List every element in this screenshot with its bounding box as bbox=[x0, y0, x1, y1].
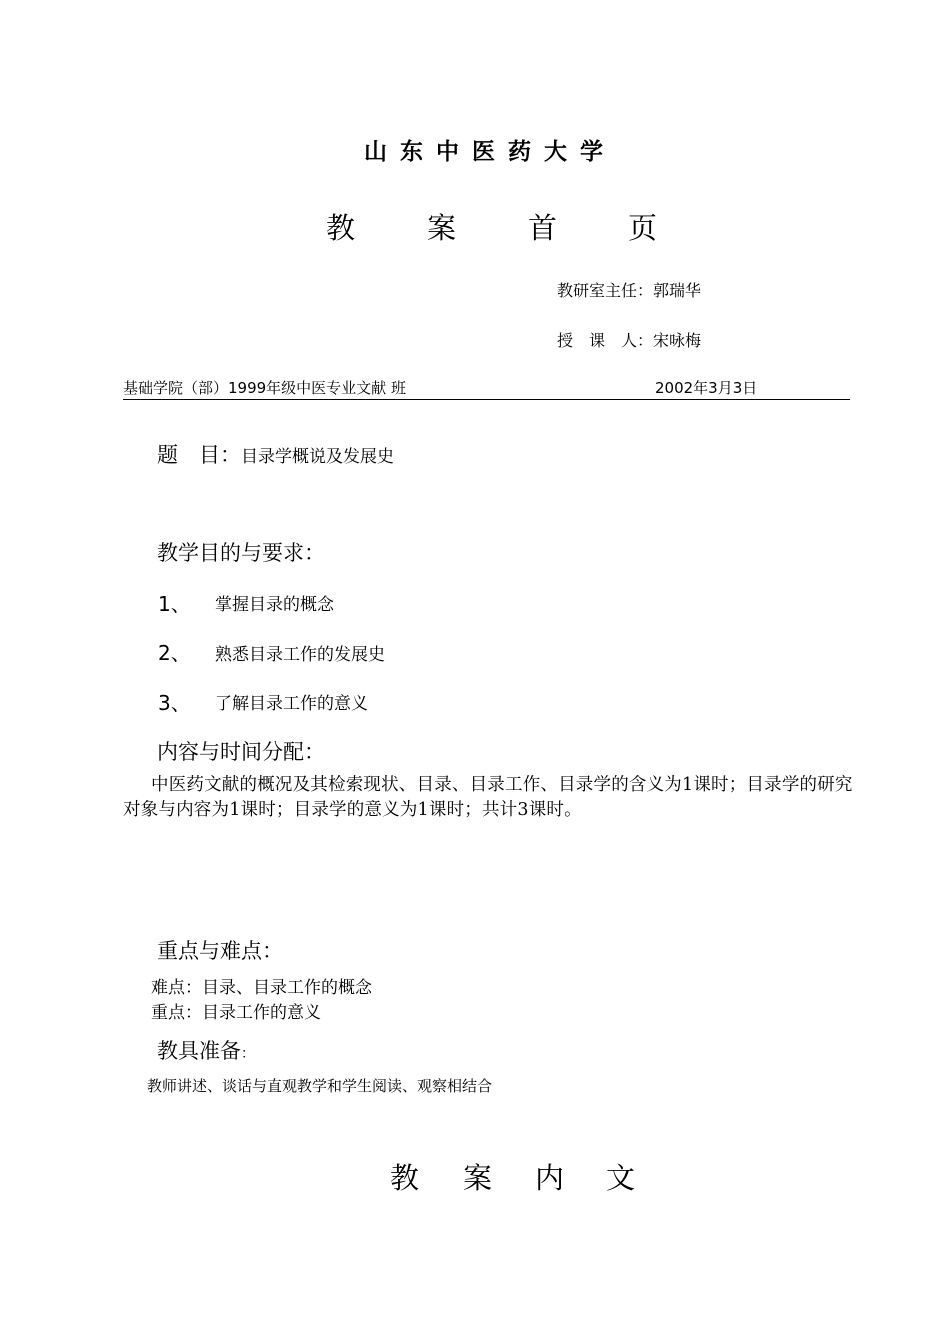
aids-heading-line bbox=[157, 1035, 255, 1065]
body-title-char: 教 bbox=[390, 1161, 420, 1195]
objective-text: 掌握目录的概念 bbox=[215, 595, 334, 615]
class-info-row bbox=[123, 377, 850, 400]
front-title-char: 页 bbox=[628, 211, 658, 245]
objective-number: 2、 bbox=[158, 641, 191, 665]
university-name: 山东中医药大学 bbox=[364, 138, 616, 165]
class-info: 基础学院（部）1999年级中医专业文献 班 bbox=[123, 379, 406, 397]
aids-colon: ： bbox=[241, 1046, 255, 1062]
objective-number: 1、 bbox=[158, 592, 191, 616]
director-line bbox=[557, 278, 701, 301]
objectives-heading: 教学目的与要求： bbox=[157, 541, 325, 565]
aids-heading: 教具准备 bbox=[157, 1039, 241, 1063]
schedule-heading: 内容与时间分配： bbox=[157, 740, 325, 764]
schedule-paragraph: 中医药文献的概况及其检索现状、目录、目录工作、目录学的含义为1课时；目录学的研究对象与内容为1课时；目录学的意义为1课时；共计3课时。 bbox=[123, 775, 853, 820]
key-point: 重点：目录工作的意义 bbox=[151, 1003, 321, 1023]
director-name: 郭瑞华 bbox=[653, 281, 702, 300]
front-title-char: 案 bbox=[427, 211, 457, 245]
objective-text: 熟悉目录工作的发展史 bbox=[215, 645, 385, 665]
lecturer-name: 宋咏梅 bbox=[653, 331, 702, 350]
objective-number: 3、 bbox=[158, 691, 191, 715]
body-title-char: 文 bbox=[606, 1161, 636, 1195]
objective-text: 了解目录工作的意义 bbox=[215, 694, 368, 714]
topic-label: 题 目： bbox=[157, 443, 241, 467]
director-label: 教研室主任： bbox=[557, 281, 654, 300]
lecturer-label: 授 课 人： bbox=[557, 331, 654, 350]
front-title-char: 教 bbox=[326, 211, 356, 245]
topic-value: 目录学概说及发展史 bbox=[241, 447, 394, 467]
difficult-point: 难点：目录、目录工作的概念 bbox=[151, 978, 372, 998]
lesson-date: 2002年3月3日 bbox=[655, 379, 758, 397]
body-title-char: 内 bbox=[535, 1161, 565, 1195]
aids-text: 教师讲述、谈话与直观教学和学生阅读、观察相结合 bbox=[147, 1077, 493, 1095]
front-title-char: 首 bbox=[528, 211, 558, 245]
key-points-heading: 重点与难点： bbox=[157, 939, 283, 963]
topic-line bbox=[157, 439, 394, 469]
lecturer-line bbox=[557, 328, 701, 351]
body-title-char: 案 bbox=[463, 1161, 493, 1195]
